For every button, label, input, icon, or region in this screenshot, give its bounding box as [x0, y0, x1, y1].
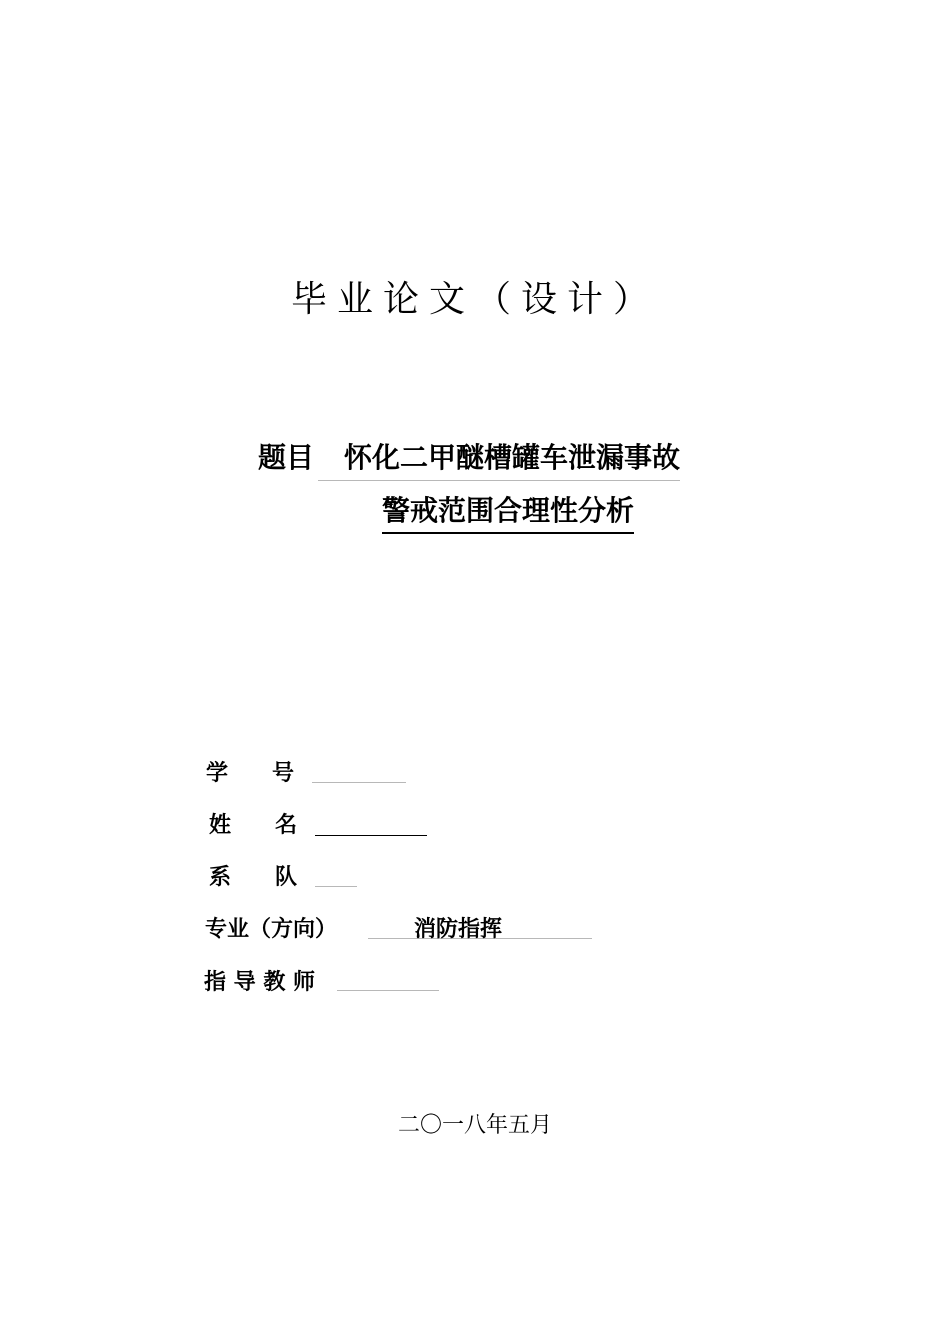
major-label: 专业（方向）: [205, 917, 338, 942]
department-blank: [315, 886, 357, 887]
topic-line-2: 警戒范围合理性分析: [382, 490, 634, 534]
major-value: 消防指挥: [414, 917, 503, 942]
student-id-blank: [312, 782, 406, 783]
student-id-label: 学 号: [206, 761, 295, 786]
name-blank: [315, 835, 427, 836]
department-label: 系 队: [209, 865, 298, 890]
date-line: 二〇一八年五月: [397, 1113, 552, 1138]
topic-label: 题目: [258, 441, 315, 474]
document-title: 毕业论文（设计）: [290, 279, 659, 320]
name-label: 姓 名: [209, 813, 298, 838]
advisor-label: 指 导 教 师: [204, 970, 315, 995]
advisor-blank: [337, 990, 439, 991]
topic-line-1: 怀化二甲醚槽罐车泄漏事故: [318, 436, 680, 481]
